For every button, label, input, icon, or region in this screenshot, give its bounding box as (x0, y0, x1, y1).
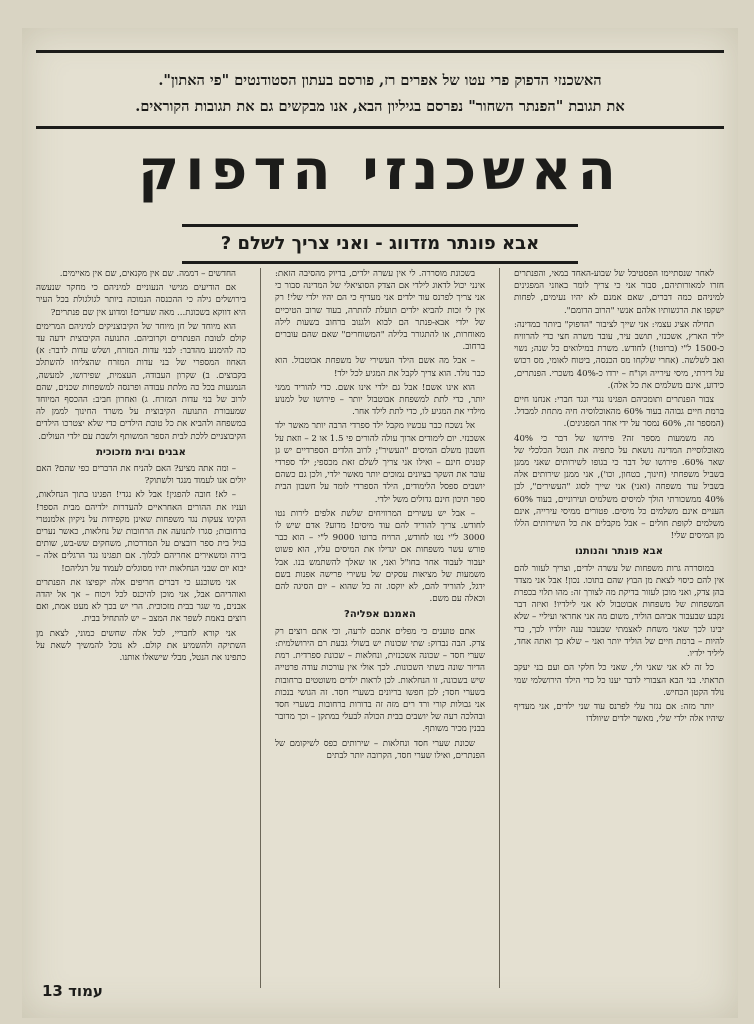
paragraph: אתם טוענים כי מפלים אתכם לרעה, וכי אתם רוצים רק צדק. הבה נבדוק: שתי שכונות יש בשולי גבעת רם הירושלמית: שערי חסד – שכונה אשכנזית, ונחלאות – שכונת ספרדית. רמת הדיור שונה בשתי השכונות. לכך אולי אין עורכות עודה פרטייה שיש בשכונה, זו הנחלאות. לכן לראות ילדים משוטטים ברחובות בשערי חסד; לכן חפשו בריונים בשערי חסד. זה הגושי בנכות אני גבולות קורי ורד רים מזה זה בדורות ברחובות בשערי חסד ובהלכה רעה של יושבים בבית הכולה לבעלי במתקן – וכך מדובר בבנין מכיר משותף. (275, 626, 485, 735)
column-left (36, 268, 246, 988)
subhead: אבא פונתר מזדווג - ואני צריך לשלם ? (182, 224, 578, 264)
section-heading: אבא פונתר והנותנו (574, 546, 664, 558)
section-heading: האמנם אפליה? (344, 609, 416, 621)
intro-line-2: את תגובת "הפנתר השחור" נפרסם בגיליון הבא, אנו מבקשים גם את תגובות הקוראים. (135, 98, 625, 115)
paragraph: בשכונת מוסררה. לי אין עשרה ילדים, בדיוק מהסיבה הזאת: אינני יכול לדאוג לילדי אם הצדק הסוציאלי של המדינה סבור כי אני צריך לפרנס עוד ילדים אני מעדיף כי הם יהיו ילדי שלי! רק אין לי זכות להביא ילדים תועלת להתרה, בעוד שרוב הטיכיים של ילדי אבא-פנתר הם לבוא ולגנוב ברחוב בשעות לילה מאוחרות, או להתגורר בלילה "המשוחרים" שאם שהם עוברים ברחוב. (275, 269, 485, 353)
column-middle (275, 268, 485, 988)
paragraph: לאחר שנסתיימו הפסטיבל של שבוע-האחד במאי, והפנתרים חזרו למאורותיהם, סבור אני כי צריך לומר באוזני המפגינים למיניהם כמה דברים, שאם אמנם לא יהיו נעימים, לפחות ישקפו את הרגשותיו אלהם אנשי "הרוב הדומם". (514, 269, 724, 316)
intro-line-1: האשכנזי הדפוק פרי עטו של אפרים רז, פורסם בעתון הסטודנטים "פי האתון". (158, 72, 602, 89)
paragraph: הוא אינו אשם! אבל גם ילדי אינו אשם. כדי להוריד ממני יותר, כדי לתת למשפחת אבוטבול יותר – פירושו של למנוע מילדי את המגיע לו, כדי לתת לילד אחר. (275, 382, 485, 418)
column-right (514, 268, 724, 988)
paragraph: הוא מיוחד של חן מיוחד של הקיבוצניקים למיניהם המרימים קולם לטובת הפנתרים וקרוביהם. התנועה הקיבוצית ידעה עד כה להימנע מהדבר: לבני עדות המזרח, ושלש עדות לדבר: א) האחוז המספרי של בני עדות המזרח שהצליחו להשתלב בקבוצים. ב) שקרון העבודה, העצמית, שפירושו, למעשה, הנמנעות בכל כה מלתת עבודה ופרנסה למשפחות שכנים, שהם לרוב של בני עדות המזרח. ג) ואחרון חביב: ההכסף המיוחד שמעבורת התנועה הקיבוצית על משרד החינוך לממן לה במשפחה ולהביא את כל טובת הילדים כדי שלא יצטרכו הילדים הקיבוצניים ללכת לבית הספר המשותף ולשבת עם ילדי העולים. (36, 321, 246, 442)
column-divider (260, 268, 261, 988)
paragraph: אני משוכנע כי דברים חריפים אלה יקפיצו את הפנתרים ואוהדיהם אבל, אני מוכן להיכנס לכל ויכוח – אך אל יהדה אבנים, מי שגר בבית מזכוכית. הרי יש בכך לא מעט אמת, ואם רוצים באמת לשפר את המצב – יש להתחיל בבית. (36, 577, 246, 625)
paragraph: אם הודיעים מגישי הנעוניים למיניהם כי מחקר שנעשה בירושלים גילה כי ההכנסה הנמוכה ביותר לגולגולת בכל העיר היא דווקא בשכונת... מאה שערים! ומדוע אין שם פנתרים? (36, 283, 246, 318)
paragraph: צבור הפנתרים ותומכיהם הפגינו נגדי ונגד חברי: אנחנו חיים ברמת חיים גבוהה בעוד 60% מהאוכלוסיה חיה מתחת למבדל. (המספר זה, 60% נמסר על ידי אחד המפגינים). (514, 395, 724, 430)
paragraph: כל זה לא אני שאני ולי, שאני כל חלקי הם ועם בני יעקב תראתי. בני הבא הצבורי לדבר יענו כל כדי הילד הירושלמי שמי נולד הקטן הכחיש. (514, 663, 724, 698)
column-divider (499, 268, 500, 988)
paragraph: החדשים – דממה. שם אין מקנאים, שם אין מאיימים. (59, 269, 236, 279)
headline: האשכנזי הדפוק (138, 138, 622, 203)
paragraph: מה משמעות מספר זה? פירושו של דבר כי 40% מאוכלוסיית המדינה נושאת על כתפיה את הנטל הכלכלי של שאר 60%. פירושו של דבר כי בגופו לשירותים שאני ממנן בשביל משפחתי (חינוך, בטחון, וכו'), אני ממנן שירותים אלה בשביל עוד משפחה (ואני) אני שייך לסוג "העשירים", לכן 40% ממשכורתי הולך למיסים משלמים ועירוניים, בעוד 60% העניים אינם משלמים כל מיסים. פטורים ממיסי עירייה, אינם משלמים לקופת חולים – אבל מקבלים את כל השירותים הללו מן המיסים שלי! (514, 433, 724, 542)
top-rule (36, 50, 724, 53)
paragraph: – אבל מה אשם הילד העשירי של משפחת אבוטבול. הוא כבר נולד. הוא צריך לקבל את המגיע לכל ילד! (275, 356, 485, 379)
paragraph: תחילה אציג עצמי: אני שייך לציבור "הדפוק" ביותר במדינה: יליד הארץ, אשכנזי, תושב עיר, עובד משרה חצי כדי להרוויח כ-1500 ל"י (ברוטו!) לחודש. משרת במילואים כל שנה; נשוי ואב לשלשה. (אחרי שלקחו מס הכנסה, ביטוח לאומי, מס רכוש על דירתי, מיסי עירייה וקו"ח – ירדו כ-40% משכרי. הפנתרים, כידוע, אינם משלמים את כל אלה). (514, 319, 724, 391)
section-heading: אבנים ובית מזכוכית (96, 446, 186, 458)
paragraph: יותר מזה: אם נגזר עלי לפרנס עוד שני ילדים, אני מעדיף שיהיו אלה ילדי שלי, מאשר ילדים שיוולדו (514, 701, 724, 725)
intro-box (42, 68, 718, 120)
intro-bottom-rule (36, 126, 724, 129)
paragraph: – אבל יש עשירים המרוויחים שלשת אלפים לירות נטו לחודש. צריך להוריד להם עוד מיסים! מדוע? אדם שיש לו 3000 ל"י נטו לחודש, הרויח ברוטו 9000 ל"י – הוא כבר פורש עשר משפחות אם יגדילו את המיסים עליו, הוא פשוט יעבור לעבוד אחר בחו"ל ואני, או שאלך להשתמש בנו. אבל משמעות של מציאות עסקים של עשירי פרישה אפנות בשם ידגל, להוריד להם, לא יוקסו. זה כל שהוא – יום הסיגה להם וכאלה עם משם. (275, 508, 485, 605)
paragraph: שכונת שערי חסד ונחלאות – שירותים כפס לשיקומם של הפנתרים, ואילו שערי חסד, הקרובה יותר לבתים (275, 738, 485, 761)
article-columns (36, 268, 724, 988)
paragraph: – לא! חובה להפגין! אבל לא נגדי! הפגינו בתוך הנחלאות, ועניו את ההורים האחראיים להעדרות ילדיהם מבית הספר! הקימו צעקות נגד משפחות שאינן מקפידות על ניקיון אלמנטרי ברחובות; סגרו לתנועה את הרחובות של נחלאות, כאשר נערים בגיל בית ספר רובצים על המדרכות, משחקים שש-בש, שותים בירה ומשאירים אחריהם לכלוך. אם תפגינו נגד הרגלים אלה – יבוא יום שבני הנחלאות יהיו מסוגלים לעמוד על רגליהם! (36, 490, 246, 574)
paragraph: – ומה אתה מציע? האם להניח את הדברים כפי שהם? האם יולים אנו לעמוד מנגד ולשתוק? (36, 464, 246, 487)
paragraph: במוסררה גרות משפחות של עשרה ילדים, וצריך לעזור להם אין להם כיסוי לצאת מן הבוץ שהם בתוכו. נכון! אבל אני מצדד בהן צדק, ואני מוכן לעזור בדיקת מה לצורך זה: מהו תלוי בכפרת המשפחות של משפחות אבוטבול לא אני לילדיו! ואיזה דבר נקבע שבעבור אביהם הוליד, משום מה אני אחראי ועיליי – שלא יבינו לכך שאני משחת לאצמתי שבעבר ענה יולדיו לכך, כדי להיות – ברמת חיים של הוליד יותר ואני – שלא כך ואתה אחד, ליליד ילדיו. (514, 563, 724, 660)
page-number: עמוד 13 (42, 982, 103, 1000)
newspaper-page (22, 28, 738, 1018)
paragraph: אל נשכח כבר עכשיו מקבל ילד ספרדי הרבה יותר מאשר ילד אשכנזי. יום לימודים ארוך עולה להורים פי 1.5 או 2 – וזאת על חשבון משלם המיסים "העשיר"; לרוב הלדים הספרדיים יש גן קטנים חינם – ואילו אני צריך לשלם זאת מכספי; ילד ספרדי עובר את השקר בציונים נמוכים יותר מאשר ילדי, ולכן גם כשהם יושבים ספסל הלימודים, הילד הספרדי לומד על חשבון הבית ספר תיכון חינם גדולים משל ילדי. (275, 421, 485, 505)
paragraph: אני קורא לחבריי, לכל אלה שחשים כמוני, לצאת מן השתיקה ולהשמיע את קולם. לא נוכל להמשיך לשאת על כתפינו את הנטל, מבלי שישאלו אותנו. (36, 628, 246, 664)
